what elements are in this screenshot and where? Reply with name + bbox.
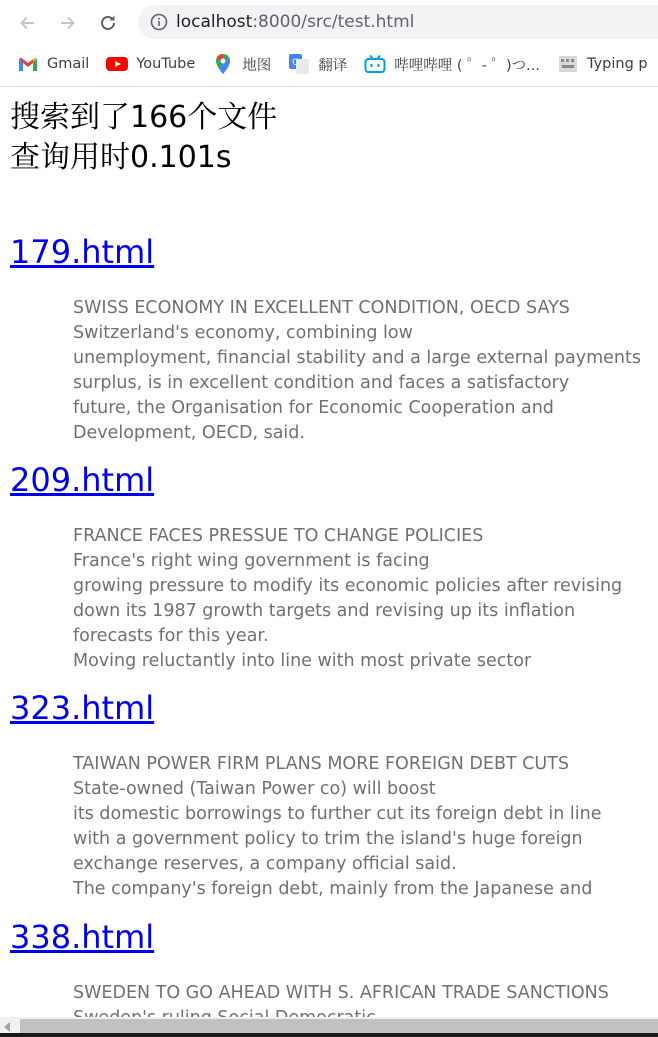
result-link[interactable]: 338.html (10, 918, 155, 956)
svg-text:G: G (292, 58, 300, 68)
bookmark-translate[interactable] (289, 54, 347, 75)
bookmark-typing[interactable] (558, 54, 648, 74)
snippet-line: unemployment, financial stability and a large external payments (73, 348, 641, 368)
maps-icon (213, 54, 233, 74)
bookmark-label: Gmail (47, 56, 90, 72)
bilibili-icon (365, 54, 385, 74)
gmail-icon (18, 54, 38, 74)
snippet-line: SWISS ECONOMY IN EXCELLENT CONDITION, OECD SAYS (73, 298, 570, 318)
bookmark-youtube[interactable] (107, 54, 195, 74)
address-bar[interactable] (138, 5, 658, 39)
info-icon (150, 13, 168, 31)
back-button[interactable] (14, 9, 42, 37)
snippet-line: surplus, is in excellent condition and faces a satisfactory (73, 373, 570, 393)
page-content (0, 87, 658, 1017)
url-text (176, 12, 414, 32)
url-host: localhost (176, 12, 253, 32)
snippet-line: The company's foreign debt, mainly from the Japanese and (73, 879, 593, 899)
result-count: 搜索到了166个文件 (10, 100, 278, 135)
bookmarks-bar (0, 46, 658, 82)
bookmark-label: YouTube (136, 56, 196, 72)
result-link[interactable]: 209.html (10, 461, 155, 499)
url-path: :8000/src/test.html (252, 12, 415, 32)
translate-icon (289, 54, 309, 74)
result-snippet (73, 752, 658, 902)
result-snippet (73, 524, 658, 674)
snippet-line: France's right wing government is facing (73, 551, 430, 571)
snippet-line: growing pressure to modify its economic policies after revising (73, 576, 623, 596)
snippet-line: SWEDEN TO GO AHEAD WITH S. AFRICAN TRADE SANCTIONS (73, 983, 609, 1003)
bookmark-label: 翻译 (318, 57, 348, 74)
snippet-line: Development, OECD, said. (73, 423, 305, 443)
snippet-line: Moving reluctantly into line with most private sector (73, 651, 532, 671)
query-time: 查询用时0.101s (10, 140, 232, 175)
snippet-line: forecasts for this year. (73, 626, 269, 646)
bookmark-gmail[interactable] (18, 54, 89, 74)
bookmark-maps[interactable] (213, 54, 271, 75)
reload-icon (98, 13, 118, 33)
scroll-left-icon[interactable] (4, 1022, 10, 1032)
snippet-line: FRANCE FACES PRESSUE TO CHANGE POLICIES (73, 526, 484, 546)
bookmark-label: 地图 (242, 57, 272, 74)
snippet-line: its domestic borrowings to further cut its foreign debt in line (73, 804, 602, 824)
result-link[interactable]: 179.html (10, 233, 155, 271)
search-summary (10, 98, 277, 178)
snippet-line: with a government policy to trim the island's huge foreign (73, 829, 583, 849)
arrow-left-icon (18, 13, 38, 33)
youtube-icon (107, 54, 127, 74)
window-bottom-edge (0, 1033, 658, 1037)
typing-icon (558, 54, 578, 74)
snippet-line: Switzerland's economy, combining low (73, 323, 413, 343)
bookmark-label: 哔哩哔哩 ( ゜- ゜)つ... (394, 57, 540, 74)
snippet-line: future, the Organisation for Economic Cooperation and (73, 398, 554, 418)
reload-button[interactable] (94, 9, 122, 37)
snippet-line: down its 1987 growth targets and revising up its inflation (73, 601, 576, 621)
snippet-line: State-owned (Taiwan Power co) will boost (73, 779, 436, 799)
arrow-right-icon (57, 13, 77, 33)
snippet-line: exchange reserves, a company official said. (73, 854, 457, 874)
browser-toolbar (0, 0, 658, 87)
result-snippet (73, 296, 658, 446)
bookmark-bilibili[interactable] (365, 54, 540, 75)
bookmark-label: Typing p (586, 56, 648, 72)
snippet-line: TAIWAN POWER FIRM PLANS MORE FOREIGN DEBT CUTS (73, 754, 570, 774)
result-link[interactable]: 323.html (10, 689, 155, 727)
forward-button[interactable] (53, 9, 81, 37)
